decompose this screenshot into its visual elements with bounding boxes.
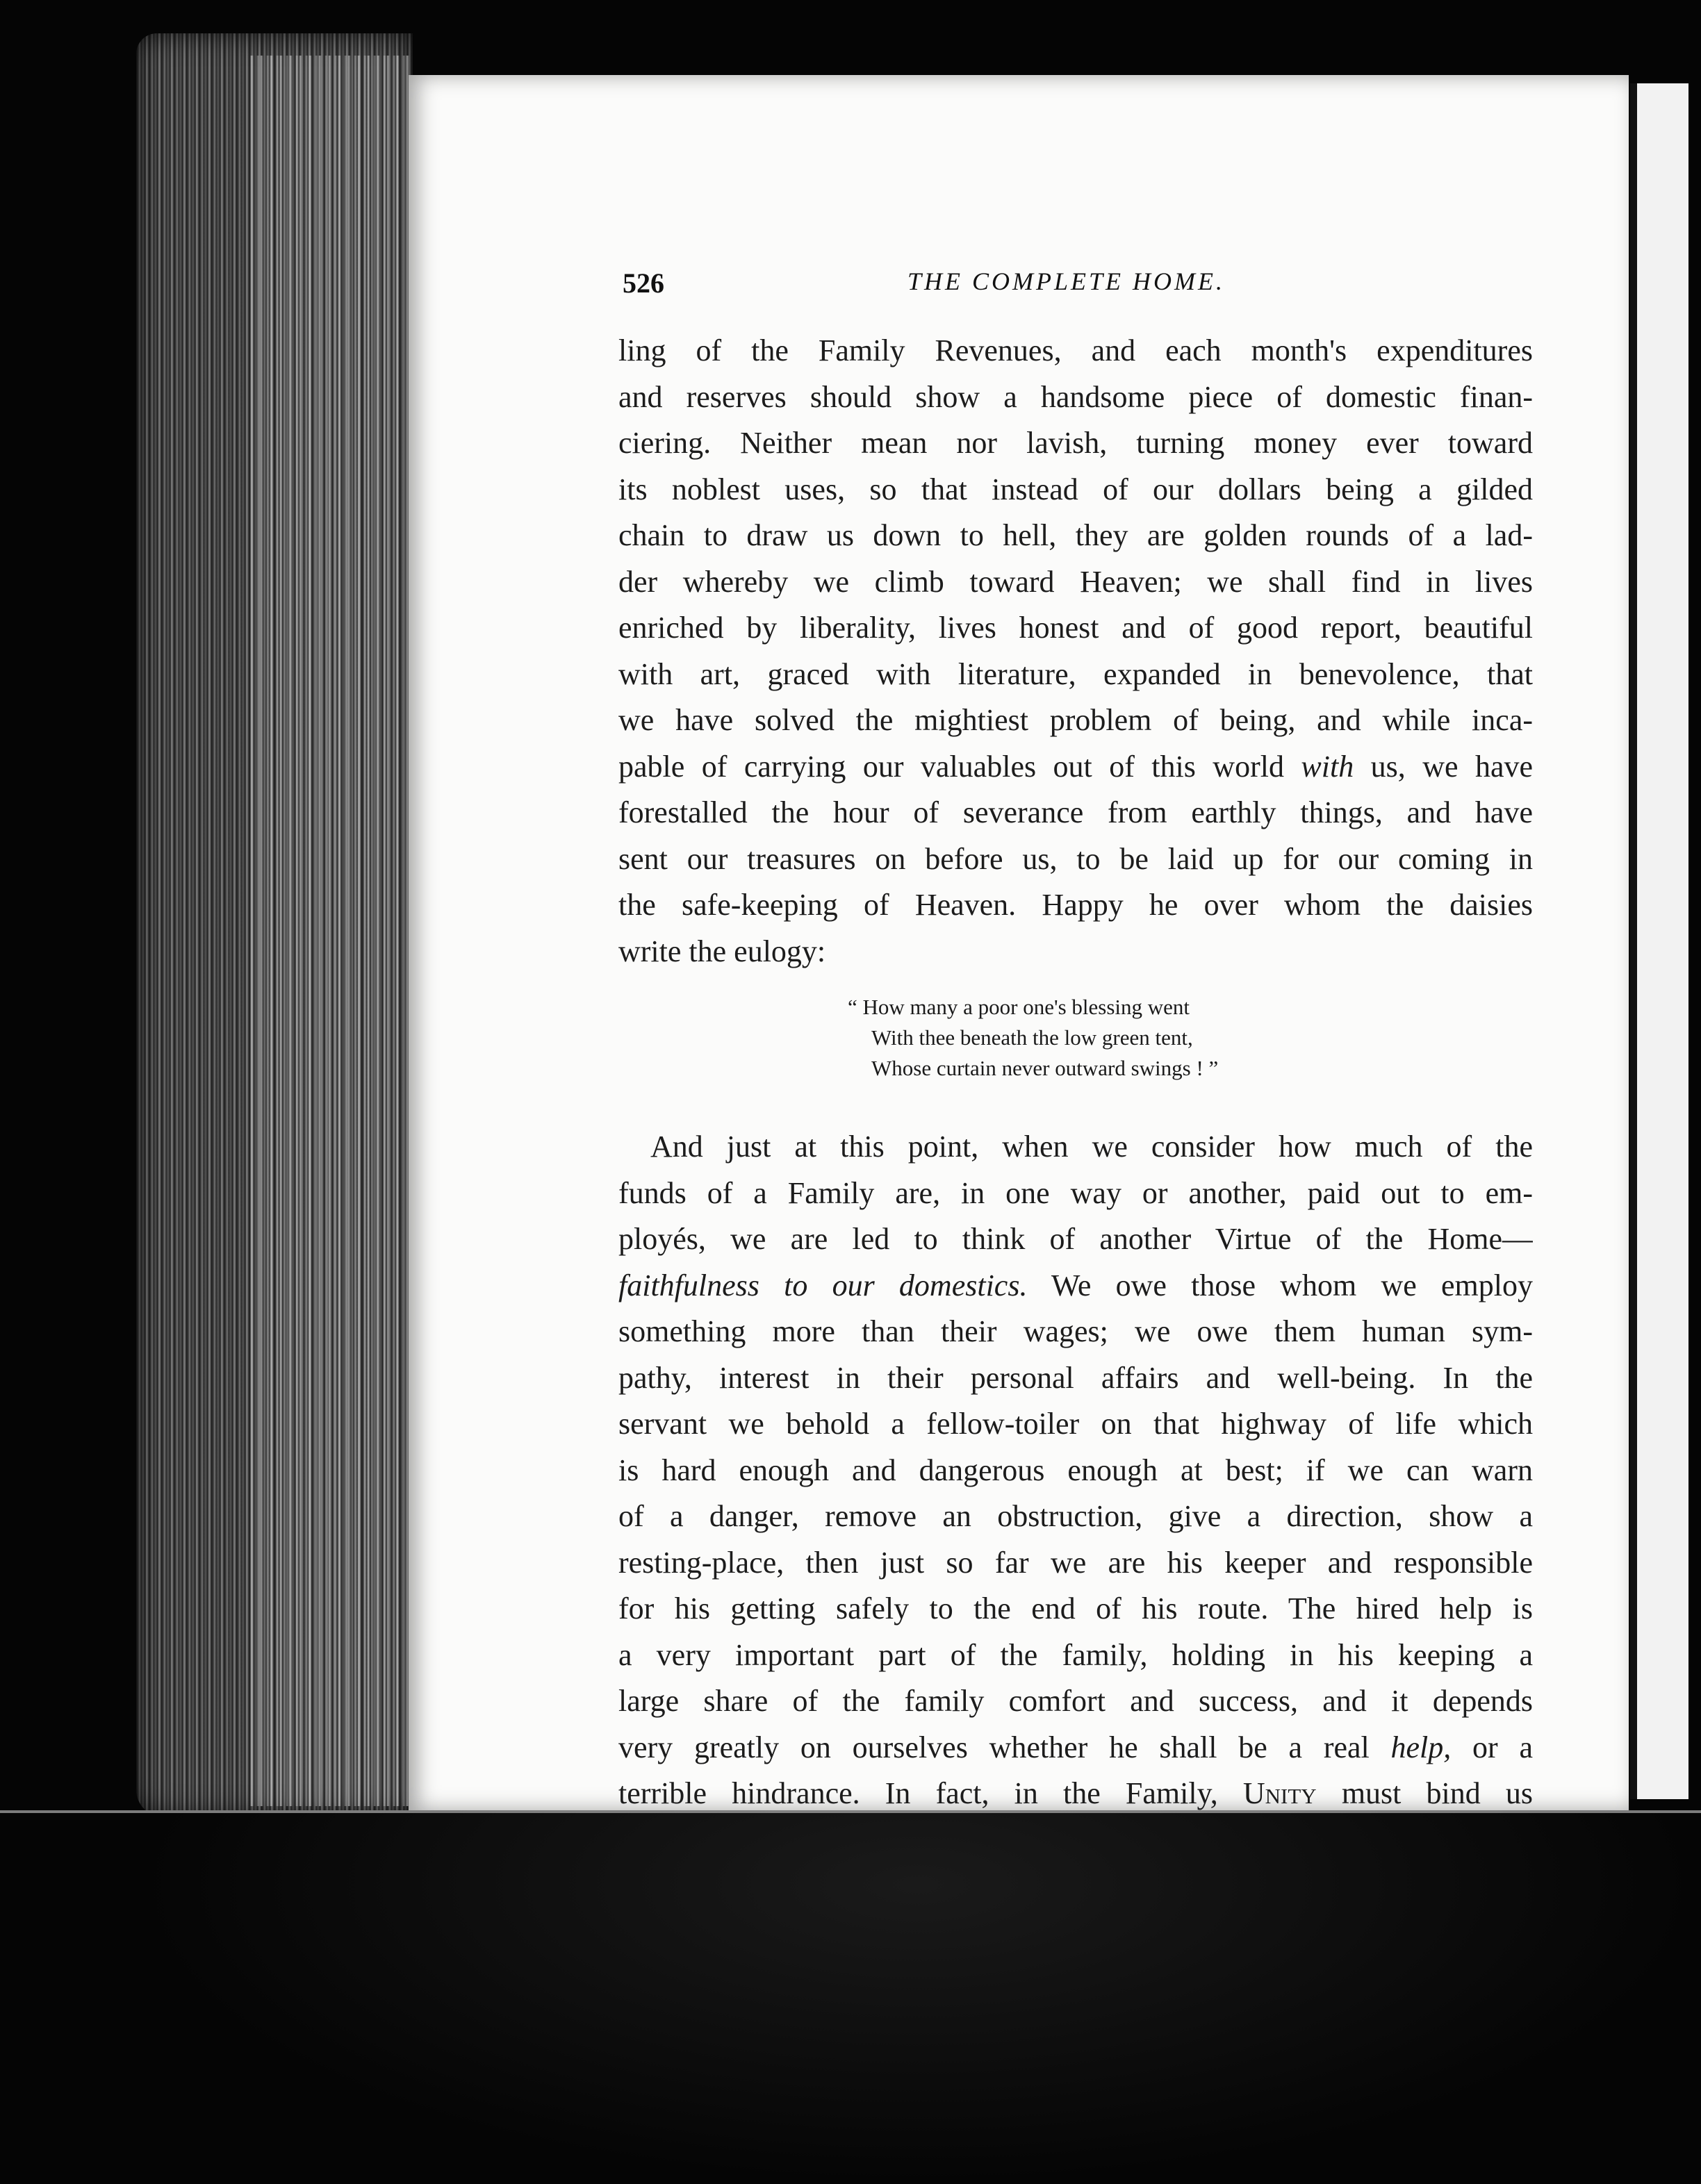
scan-artifact-line — [0, 1810, 1701, 1813]
text-line: with art, graced with literature, expanded in benevolence, that — [618, 656, 1533, 691]
text-line: resting-place, then just so far we are his keeper and responsible — [618, 1545, 1533, 1580]
text-line: sent our treasures on before us, to be laid up for our coming in — [618, 841, 1533, 876]
text-line: enriched by liberality, lives honest and of good report, beautiful — [618, 611, 1533, 645]
text-line: der whereby we climb toward Heaven; we shall find in lives — [618, 564, 1533, 599]
text-line-with-italic — [618, 1263, 1533, 1309]
facing-page-edge — [1630, 83, 1688, 1799]
text-line: write the eulogy: — [618, 934, 826, 968]
poem-line: With thee beneath the low green tent, — [871, 1025, 1193, 1050]
text-line: we have solved the mightiest problem of being, and while inca- — [618, 703, 1533, 737]
text-line: ling of the Family Revenues, and each month's expenditures — [618, 333, 1533, 367]
text-line: the safe-keeping of Heaven. Happy he over whom the daisies — [618, 888, 1533, 922]
text-line: of a danger, remove an obstruction, give a direction, show a — [618, 1499, 1533, 1533]
page-edge-highlight — [250, 56, 410, 1806]
text-line: ployés, we are led to think of another Virtue of the Home— — [618, 1222, 1533, 1256]
page-number: 526 — [623, 267, 664, 299]
text-line: pathy, interest in their personal affairs and well-being. In the — [618, 1360, 1533, 1395]
text-line: for his getting safely to the end of his route. The hired help is — [618, 1591, 1533, 1625]
running-head: THE COMPLETE HOME. — [907, 267, 1225, 295]
text-line: a very important part of the family, holding in his keeping a — [618, 1637, 1533, 1672]
text-line: something more than their wages; we owe them human sym- — [618, 1314, 1533, 1348]
text-line: and reserves should show a handsome piece of domestic finan- — [618, 379, 1533, 414]
italic-word: help, — [1390, 1730, 1452, 1764]
text-segment: terrible hindrance. In fact, in the Family, — [618, 1776, 1218, 1810]
poem-line: “ How many a poor one's blessing went — [848, 995, 1190, 1019]
poem-quote — [848, 992, 1334, 1084]
text-line: chain to draw us down to hell, they are golden rounds of a lad- — [618, 518, 1533, 552]
paragraph-1 — [618, 328, 1533, 975]
text-line — [618, 1124, 1533, 1170]
poem-line: Whose curtain never outward swings ! ” — [871, 1056, 1219, 1080]
italic-phrase: faithfulness to our domestics. — [618, 1268, 1028, 1302]
text-line: forestalled the hour of severance from earthly things, and have — [618, 795, 1533, 829]
text-line: ciering. Neither mean nor lavish, turning money ever toward — [618, 426, 1533, 460]
page-header — [623, 267, 1540, 308]
italic-word: with — [1301, 749, 1354, 784]
text-line: large share of the family comfort and success, and it depends — [618, 1684, 1533, 1718]
text-segment: us, we have — [1370, 749, 1533, 784]
text-line: servant we behold a fellow-toiler on that highway of life which — [618, 1407, 1533, 1441]
text-segment: We owe those whom we employ — [1051, 1268, 1533, 1302]
scan-background-bottom — [136, 1810, 1700, 2184]
text-segment: And just at this point, when we consider how much of the — [650, 1130, 1533, 1164]
text-line-with-italic — [618, 1725, 1533, 1771]
smallcaps-word: Unity — [1242, 1776, 1317, 1810]
text-segment: must bind us — [1341, 1776, 1533, 1810]
text-segment: or a — [1472, 1730, 1533, 1764]
text-line-with-italic — [618, 744, 1533, 791]
paragraph-2 — [618, 1124, 1533, 1863]
text-segment: pable of carrying our valuables out of this world — [618, 749, 1284, 784]
text-line: is hard enough and dangerous enough at best; if we can warn — [618, 1453, 1533, 1487]
text-line: its noblest uses, so that instead of our dollars being a gilded — [618, 472, 1533, 506]
text-segment: very greatly on ourselves whether he shall be a real — [618, 1730, 1370, 1764]
text-line: funds of a Family are, in one way or another, paid out to em- — [618, 1175, 1533, 1210]
